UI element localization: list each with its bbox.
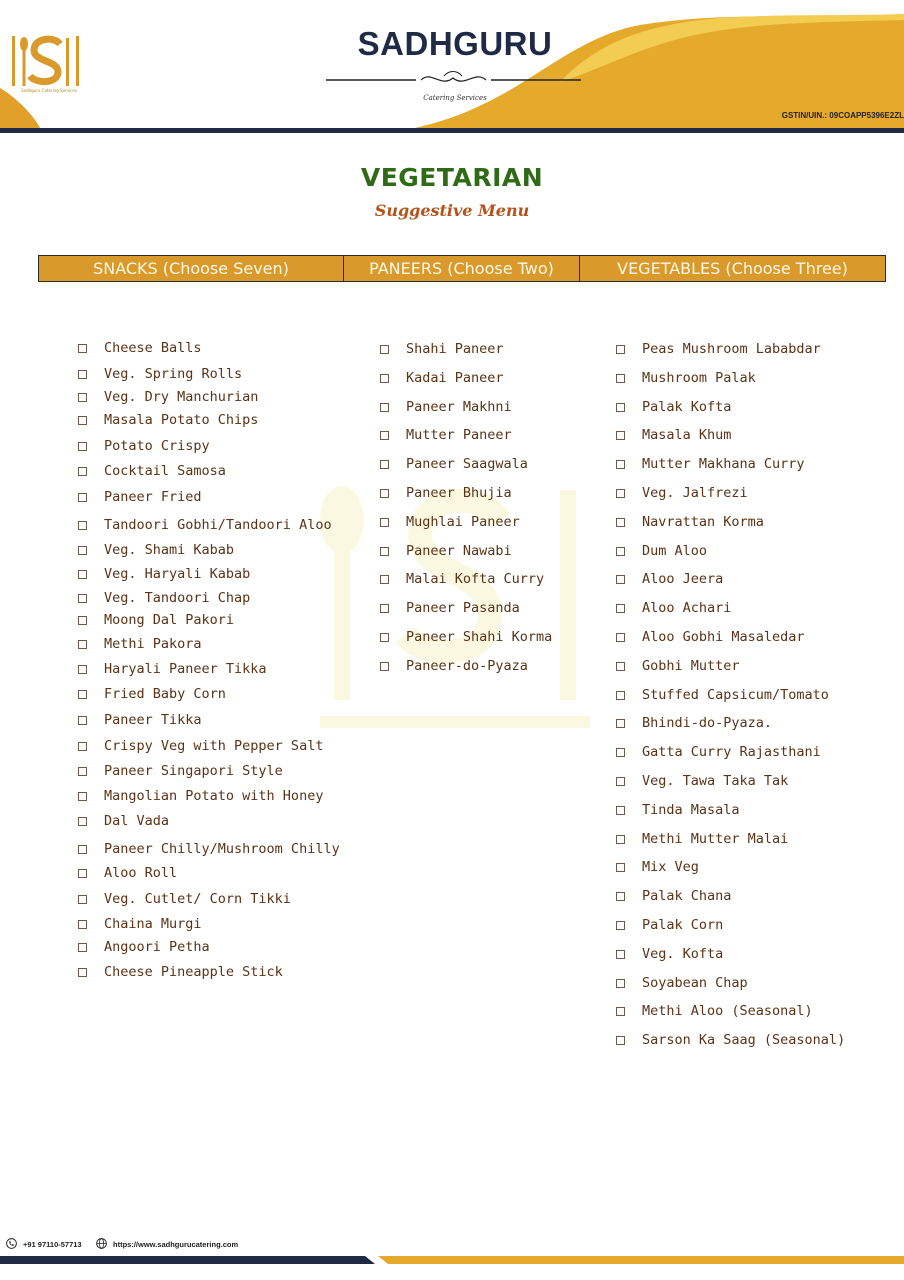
page-title: VEGETARIAN xyxy=(360,163,544,192)
checkbox-icon[interactable] xyxy=(78,920,87,929)
vegetable-menu-item[interactable] xyxy=(616,399,731,415)
paneer-menu-item[interactable] xyxy=(380,658,528,674)
checkbox-icon[interactable] xyxy=(380,403,389,412)
snack-menu-item[interactable] xyxy=(78,590,250,606)
snack-item-label: Methi Pakora xyxy=(104,636,202,652)
snack-item-label: Dal Vada xyxy=(104,813,170,829)
logo-caption: Sadhguru Catering Services xyxy=(21,88,77,93)
checkbox-icon[interactable] xyxy=(380,489,389,498)
checkbox-icon[interactable] xyxy=(78,869,87,878)
vegetable-item-label: Peas Mushroom Lababdar xyxy=(642,341,821,357)
checkbox-icon[interactable] xyxy=(78,393,87,402)
snack-menu-item[interactable] xyxy=(78,939,210,955)
vegetable-menu-item[interactable] xyxy=(616,773,788,789)
brand-name: SADHGURU xyxy=(357,25,553,62)
vegetable-item-label: Bhindi-do-Pyaza. xyxy=(642,715,773,731)
checkbox-icon[interactable] xyxy=(380,431,389,440)
vegetable-menu-item[interactable] xyxy=(616,917,723,933)
snack-item-label: Aloo Roll xyxy=(104,865,178,881)
snack-menu-item[interactable] xyxy=(78,788,323,804)
checkbox-icon[interactable] xyxy=(616,518,625,527)
checkbox-icon[interactable] xyxy=(616,662,625,671)
checkbox-icon[interactable] xyxy=(616,403,625,412)
snack-item-label: Haryali Paneer Tikka xyxy=(104,661,267,677)
snack-item-label: Veg. Dry Manchurian xyxy=(104,389,259,405)
checkbox-icon[interactable] xyxy=(78,716,87,725)
checkbox-icon[interactable] xyxy=(616,633,625,642)
footer-website[interactable]: https://www.sadhgurucatering.com xyxy=(113,1240,239,1249)
vegetable-item-label: Methi Mutter Malai xyxy=(642,831,789,847)
snack-item-label: Moong Dal Pakori xyxy=(104,612,235,628)
paneer-item-label: Paneer Nawabi xyxy=(406,543,512,559)
brand-ornament-icon xyxy=(326,70,581,90)
paneer-item-label: Kadai Paneer xyxy=(406,370,504,386)
paneer-menu-item[interactable] xyxy=(380,456,528,472)
vegetable-menu-item[interactable] xyxy=(616,1003,813,1019)
snack-item-label: Veg. Cutlet/ Corn Tikki xyxy=(104,891,291,907)
checkbox-icon[interactable] xyxy=(78,344,87,353)
snack-item-label: Veg. Tandoori Chap xyxy=(104,590,251,606)
checkbox-icon[interactable] xyxy=(380,575,389,584)
column-header-snacks: SNACKS (Choose Seven) xyxy=(39,256,344,281)
paneer-menu-item[interactable] xyxy=(380,399,512,415)
paneer-item-label: Mutter Paneer xyxy=(406,427,512,443)
footer-phone: +91 97110-57713 xyxy=(23,1240,82,1249)
paneer-item-label: Shahi Paneer xyxy=(406,341,504,357)
column-header-paneers: PANEERS (Choose Two) xyxy=(344,256,580,281)
checkbox-icon[interactable] xyxy=(78,416,87,425)
paneer-item-label: Paneer Saagwala xyxy=(406,456,528,472)
header-decoration xyxy=(0,0,904,135)
checkbox-icon[interactable] xyxy=(78,442,87,451)
paneer-menu-item[interactable] xyxy=(380,485,512,501)
checkbox-icon[interactable] xyxy=(616,604,625,613)
checkbox-icon[interactable] xyxy=(78,742,87,751)
paneer-menu-item[interactable] xyxy=(380,514,520,530)
snack-menu-item[interactable] xyxy=(78,489,202,505)
snack-item-label: Veg. Haryali Kabab xyxy=(104,566,251,582)
vegetable-menu-item[interactable] xyxy=(616,571,723,587)
vegetable-item-label: Sarson Ka Saag (Seasonal) xyxy=(642,1032,846,1048)
checkbox-icon[interactable] xyxy=(78,792,87,801)
checkbox-icon[interactable] xyxy=(616,748,625,757)
snack-item-label: Cheese Pineapple Stick xyxy=(104,964,283,980)
vegetable-menu-item[interactable] xyxy=(616,485,748,501)
checkbox-icon[interactable] xyxy=(78,570,87,579)
snack-item-label: Veg. Shami Kabab xyxy=(104,542,235,558)
vegetable-menu-item[interactable] xyxy=(616,600,731,616)
vegetable-menu-item[interactable] xyxy=(616,831,788,847)
snack-menu-item[interactable] xyxy=(78,542,234,558)
vegetable-item-label: Navrattan Korma xyxy=(642,514,764,530)
checkbox-icon[interactable] xyxy=(616,460,625,469)
page-footer xyxy=(0,1230,904,1280)
snack-menu-item[interactable] xyxy=(78,438,210,454)
snack-item-label: Paneer Chilly/Mushroom Chilly xyxy=(104,841,340,857)
checkbox-icon[interactable] xyxy=(78,665,87,674)
snack-menu-item[interactable] xyxy=(78,463,226,479)
snack-menu-item[interactable] xyxy=(78,517,332,533)
checkbox-icon[interactable] xyxy=(78,594,87,603)
checkbox-icon[interactable] xyxy=(380,604,389,613)
vegetable-item-label: Soyabean Chap xyxy=(642,975,748,991)
checkbox-icon[interactable] xyxy=(616,835,625,844)
snack-menu-item[interactable] xyxy=(78,612,234,628)
vegetable-item-label: Aloo Jeera xyxy=(642,571,724,587)
snack-menu-item[interactable] xyxy=(78,412,258,428)
checkbox-icon[interactable] xyxy=(616,345,625,354)
vegetable-item-label: Aloo Achari xyxy=(642,600,732,616)
snack-menu-item[interactable] xyxy=(78,636,202,652)
paneer-menu-item[interactable] xyxy=(380,600,520,616)
paneer-menu-item[interactable] xyxy=(380,370,504,386)
checkbox-icon[interactable] xyxy=(616,691,625,700)
paneer-item-label: Paneer Shahi Korma xyxy=(406,629,553,645)
snack-menu-item[interactable] xyxy=(78,891,291,907)
checkbox-icon[interactable] xyxy=(616,863,625,872)
snack-menu-item[interactable] xyxy=(78,841,340,857)
vegetable-item-label: Palak Chana xyxy=(642,888,732,904)
snack-item-label: Chaina Murgi xyxy=(104,916,202,932)
column-header-row xyxy=(38,255,886,282)
phone-icon xyxy=(6,1238,17,1249)
snack-menu-item[interactable] xyxy=(78,865,177,881)
vegetable-item-label: Mix Veg xyxy=(642,859,699,875)
checkbox-icon[interactable] xyxy=(78,968,87,977)
vegetable-menu-item[interactable] xyxy=(616,543,707,559)
snack-item-label: Cocktail Samosa xyxy=(104,463,226,479)
snack-menu-item[interactable] xyxy=(78,366,242,382)
checkbox-icon[interactable] xyxy=(616,1036,625,1045)
checkbox-icon[interactable] xyxy=(78,370,87,379)
column-header-vegetables: VEGETABLES (Choose Three) xyxy=(617,259,848,278)
vegetable-menu-item[interactable] xyxy=(616,946,723,962)
vegetable-menu-item[interactable] xyxy=(616,456,805,472)
vegetable-item-label: Mutter Makhana Curry xyxy=(642,456,805,472)
snack-item-label: Tandoori Gobhi/Tandoori Aloo xyxy=(104,517,332,533)
checkbox-icon[interactable] xyxy=(78,943,87,952)
checkbox-icon[interactable] xyxy=(616,575,625,584)
snack-item-label: Paneer Tikka xyxy=(104,712,202,728)
vegetable-menu-item[interactable] xyxy=(616,687,829,703)
vegetable-item-label: Mushroom Palak xyxy=(642,370,756,386)
checkbox-icon[interactable] xyxy=(78,493,87,502)
checkbox-icon[interactable] xyxy=(616,489,625,498)
snack-menu-item[interactable] xyxy=(78,566,250,582)
paneer-item-label: Paneer Pasanda xyxy=(406,600,520,616)
checkbox-icon[interactable] xyxy=(616,979,625,988)
checkbox-icon[interactable] xyxy=(616,950,625,959)
brand-subtitle: Catering Services xyxy=(423,94,487,102)
checkbox-icon[interactable] xyxy=(78,767,87,776)
vegetable-item-label: Palak Kofta xyxy=(642,399,732,415)
snack-item-label: Mangolian Potato with Honey xyxy=(104,788,324,804)
vegetable-menu-item[interactable] xyxy=(616,514,764,530)
vegetable-menu-item[interactable] xyxy=(616,975,748,991)
vegetable-menu-item[interactable] xyxy=(616,1032,845,1048)
checkbox-icon[interactable] xyxy=(78,616,87,625)
vegetable-menu-item[interactable] xyxy=(616,888,731,904)
checkbox-icon[interactable] xyxy=(380,662,389,671)
vegetable-menu-item[interactable] xyxy=(616,427,731,443)
vegetable-item-label: Stuffed Capsicum/Tomato xyxy=(642,687,829,703)
snack-menu-item[interactable] xyxy=(78,712,202,728)
paneer-menu-item[interactable] xyxy=(380,629,552,645)
snack-item-label: Masala Potato Chips xyxy=(104,412,259,428)
snack-menu-item[interactable] xyxy=(78,916,202,932)
checkbox-icon[interactable] xyxy=(380,374,389,383)
checkbox-icon[interactable] xyxy=(380,460,389,469)
checkbox-icon[interactable] xyxy=(380,547,389,556)
snack-item-label: Paneer Singapori Style xyxy=(104,763,283,779)
vegetable-menu-item[interactable] xyxy=(616,802,740,818)
vegetable-item-label: Veg. Kofta xyxy=(642,946,724,962)
checkbox-icon[interactable] xyxy=(78,817,87,826)
snack-menu-item[interactable] xyxy=(78,964,283,980)
checkbox-icon[interactable] xyxy=(616,1007,625,1016)
paneer-menu-item[interactable] xyxy=(380,427,512,443)
page-header xyxy=(0,0,904,135)
checkbox-icon[interactable] xyxy=(380,518,389,527)
checkbox-icon[interactable] xyxy=(78,690,87,699)
snack-item-label: Veg. Spring Rolls xyxy=(104,366,243,382)
checkbox-icon[interactable] xyxy=(78,895,87,904)
snack-item-label: Paneer Fried xyxy=(104,489,202,505)
snack-menu-item[interactable] xyxy=(78,763,283,779)
snack-item-label: Potato Crispy xyxy=(104,438,210,454)
vegetable-item-label: Veg. Tawa Taka Tak xyxy=(642,773,789,789)
snack-menu-item[interactable] xyxy=(78,686,226,702)
paneer-item-label: Malai Kofta Curry xyxy=(406,571,545,587)
vegetable-item-label: Aloo Gobhi Masaledar xyxy=(642,629,805,645)
paneer-item-label: Paneer Bhujia xyxy=(406,485,512,501)
vegetable-item-label: Tinda Masala xyxy=(642,802,740,818)
checkbox-icon[interactable] xyxy=(616,547,625,556)
vegetable-item-label: Gatta Curry Rajasthani xyxy=(642,744,821,760)
checkbox-icon[interactable] xyxy=(616,777,625,786)
vegetable-item-label: Palak Corn xyxy=(642,917,724,933)
vegetable-item-label: Dum Aloo xyxy=(642,543,708,559)
vegetable-menu-item[interactable] xyxy=(616,629,805,645)
globe-icon xyxy=(96,1238,107,1249)
snack-menu-item[interactable] xyxy=(78,340,202,356)
page-subtitle: Suggestive Menu xyxy=(374,201,530,220)
snack-item-label: Cheese Balls xyxy=(104,340,202,356)
snack-menu-item[interactable] xyxy=(78,389,258,405)
vegetable-item-label: Gobhi Mutter xyxy=(642,658,740,674)
paneer-item-label: Paneer Makhni xyxy=(406,399,512,415)
checkbox-icon[interactable] xyxy=(616,431,625,440)
checkbox-icon[interactable] xyxy=(78,845,87,854)
checkbox-icon[interactable] xyxy=(78,640,87,649)
checkbox-icon[interactable] xyxy=(78,521,87,530)
checkbox-icon[interactable] xyxy=(616,892,625,901)
snack-menu-item[interactable] xyxy=(78,661,267,677)
paneer-menu-item[interactable] xyxy=(380,543,512,559)
checkbox-icon[interactable] xyxy=(78,467,87,476)
checkbox-icon[interactable] xyxy=(616,719,625,728)
paneer-menu-item[interactable] xyxy=(380,571,544,587)
vegetable-menu-item[interactable] xyxy=(616,715,772,731)
vegetable-menu-item[interactable] xyxy=(616,370,756,386)
checkbox-icon[interactable] xyxy=(616,374,625,383)
snack-item-label: Crispy Veg with Pepper Salt xyxy=(104,738,324,754)
snack-menu-item[interactable] xyxy=(78,738,323,754)
checkbox-icon[interactable] xyxy=(616,921,625,930)
vegetable-menu-item[interactable] xyxy=(616,859,699,875)
checkbox-icon[interactable] xyxy=(380,345,389,354)
paneer-item-label: Mughlai Paneer xyxy=(406,514,520,530)
snack-item-label: Fried Baby Corn xyxy=(104,686,226,702)
paneer-menu-item[interactable] xyxy=(380,341,504,357)
snack-menu-item[interactable] xyxy=(78,813,169,829)
checkbox-icon[interactable] xyxy=(78,546,87,555)
vegetable-item-label: Veg. Jalfrezi xyxy=(642,485,748,501)
vegetable-item-label: Masala Khum xyxy=(642,427,732,443)
snack-item-label: Angoori Petha xyxy=(104,939,210,955)
vegetable-menu-item[interactable] xyxy=(616,658,740,674)
paneer-item-label: Paneer-do-Pyaza xyxy=(406,658,528,674)
checkbox-icon[interactable] xyxy=(616,806,625,815)
vegetable-item-label: Methi Aloo (Seasonal) xyxy=(642,1003,813,1019)
vegetable-menu-item[interactable] xyxy=(616,744,821,760)
gstin-number: GSTIN/UIN.: 09COAPP5396E2ZL xyxy=(781,111,904,120)
checkbox-icon[interactable] xyxy=(380,633,389,642)
vegetable-menu-item[interactable] xyxy=(616,341,821,357)
